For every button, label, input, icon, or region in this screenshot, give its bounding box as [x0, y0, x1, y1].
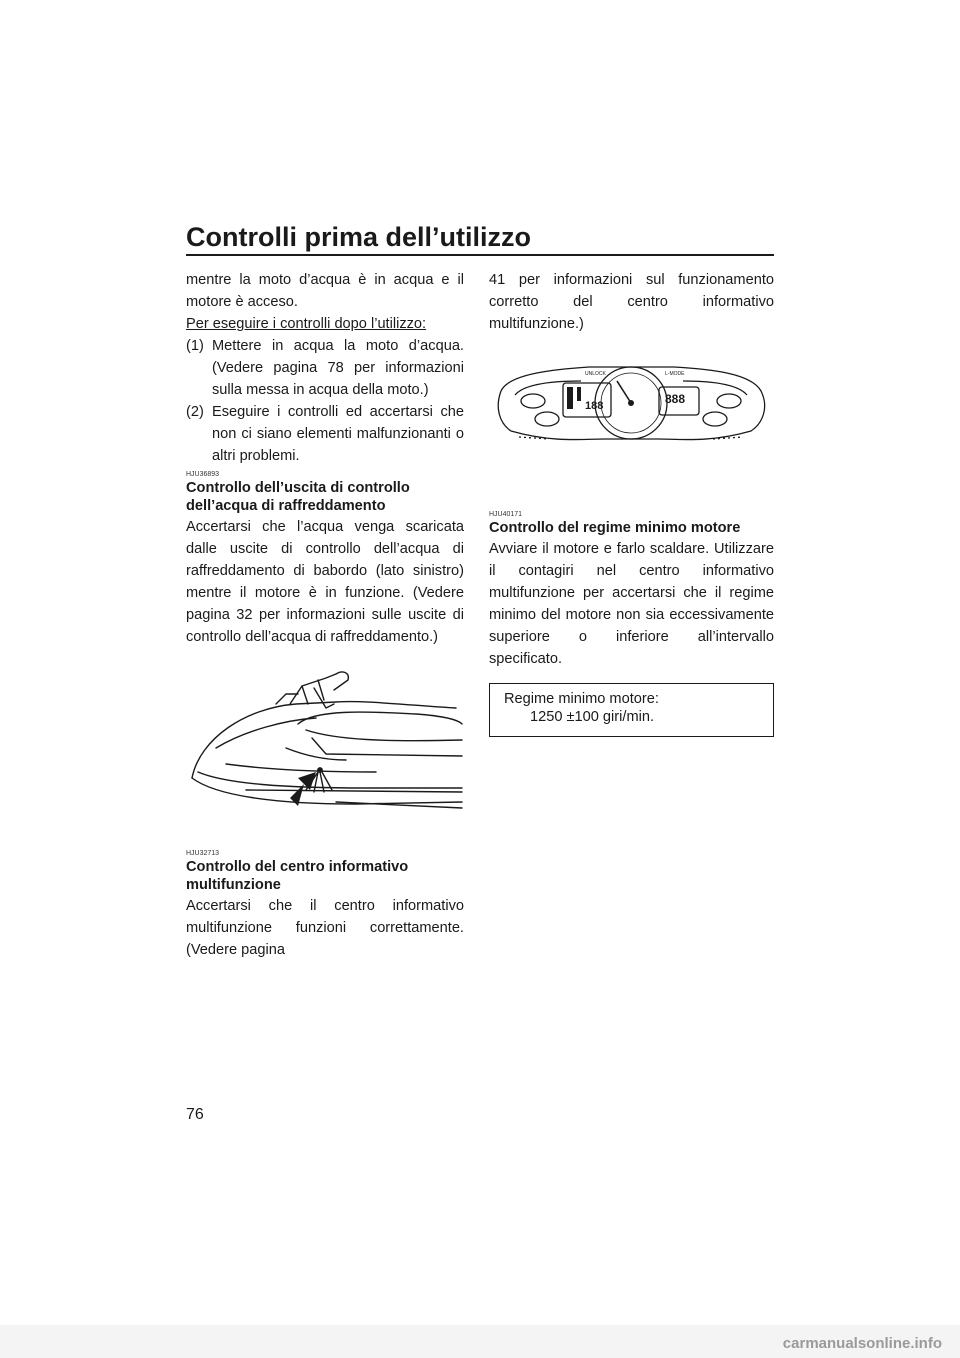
watermark-text: carmanualsonline.info: [782, 1335, 942, 1352]
spec-value: 1250 ±100 giri/min.: [530, 709, 655, 725]
spec-box: [489, 683, 774, 737]
after-use-heading: Per eseguire i controlli dopo l’utilizzo:: [186, 316, 427, 332]
step-item: [186, 335, 464, 401]
step-text: Eseguire i controlli ed accertarsi che non ci siano elementi malfunzionanti o altri problemi.: [212, 404, 464, 464]
section-title: Controllo del centro informativo multifunzione: [186, 859, 409, 893]
spec-label: Regime minimo motore:: [504, 691, 659, 707]
watercraft-illustration: [186, 668, 464, 828]
dashboard-illustration: [489, 351, 774, 471]
step-text: Mettere in acqua la moto d’acqua. (Vedere pagina 78 per informazioni sulla messa in acqua della moto.): [212, 338, 464, 398]
lmode-label: L-MODE: [665, 371, 685, 377]
section-code: HJU36893: [186, 471, 220, 478]
section-code: HJU32713: [186, 850, 220, 857]
page-number: 76: [186, 1106, 204, 1123]
section-body: Accertarsi che l’acqua venga scaricata dalle uscite di controllo dell’acqua di raffreddamento di babordo (lato sinistro) mentre il motore è in funzione. (Vedere pagina 32 per informazioni sulle uscite di controllo dell’acqua di raffreddamento.): [186, 519, 464, 645]
unlock-label: UNLOCK: [585, 371, 606, 377]
tach-digits: 888: [665, 392, 686, 406]
step-number: (2): [186, 404, 204, 420]
footer-bar: [0, 1325, 960, 1358]
speed-digits: 188: [585, 400, 604, 412]
intro-text: mentre la moto d’acqua è in acqua e il motore è acceso.: [186, 272, 464, 310]
step-item: [186, 401, 464, 467]
page-title: Controlli prima dell’utilizzo: [186, 222, 532, 252]
arrow-icon: [290, 772, 316, 806]
section-code: HJU40171: [489, 511, 523, 518]
title-rule: [186, 254, 774, 256]
left-column: [186, 269, 464, 961]
right-column: [489, 269, 774, 737]
section-title: Controllo dell’uscita di controllo dell’acqua di raffreddamento: [186, 480, 410, 514]
continued-text: 41 per informazioni sul funzionamento corretto del centro informativo multifunzione.): [489, 272, 774, 332]
section-body: Avviare il motore e farlo scaldare. Utilizzare il contagiri nel centro informativo multifunzione per accertarsi che il regime minimo del motore non sia eccessivamente superiore o inferiore all’intervallo specificato.: [489, 541, 774, 667]
section-body: Accertarsi che il centro informativo multifunzione funzioni correttamente. (Vedere pagina: [186, 898, 464, 958]
step-number: (1): [186, 338, 204, 354]
section-title: Controllo del regime minimo motore: [489, 520, 741, 536]
